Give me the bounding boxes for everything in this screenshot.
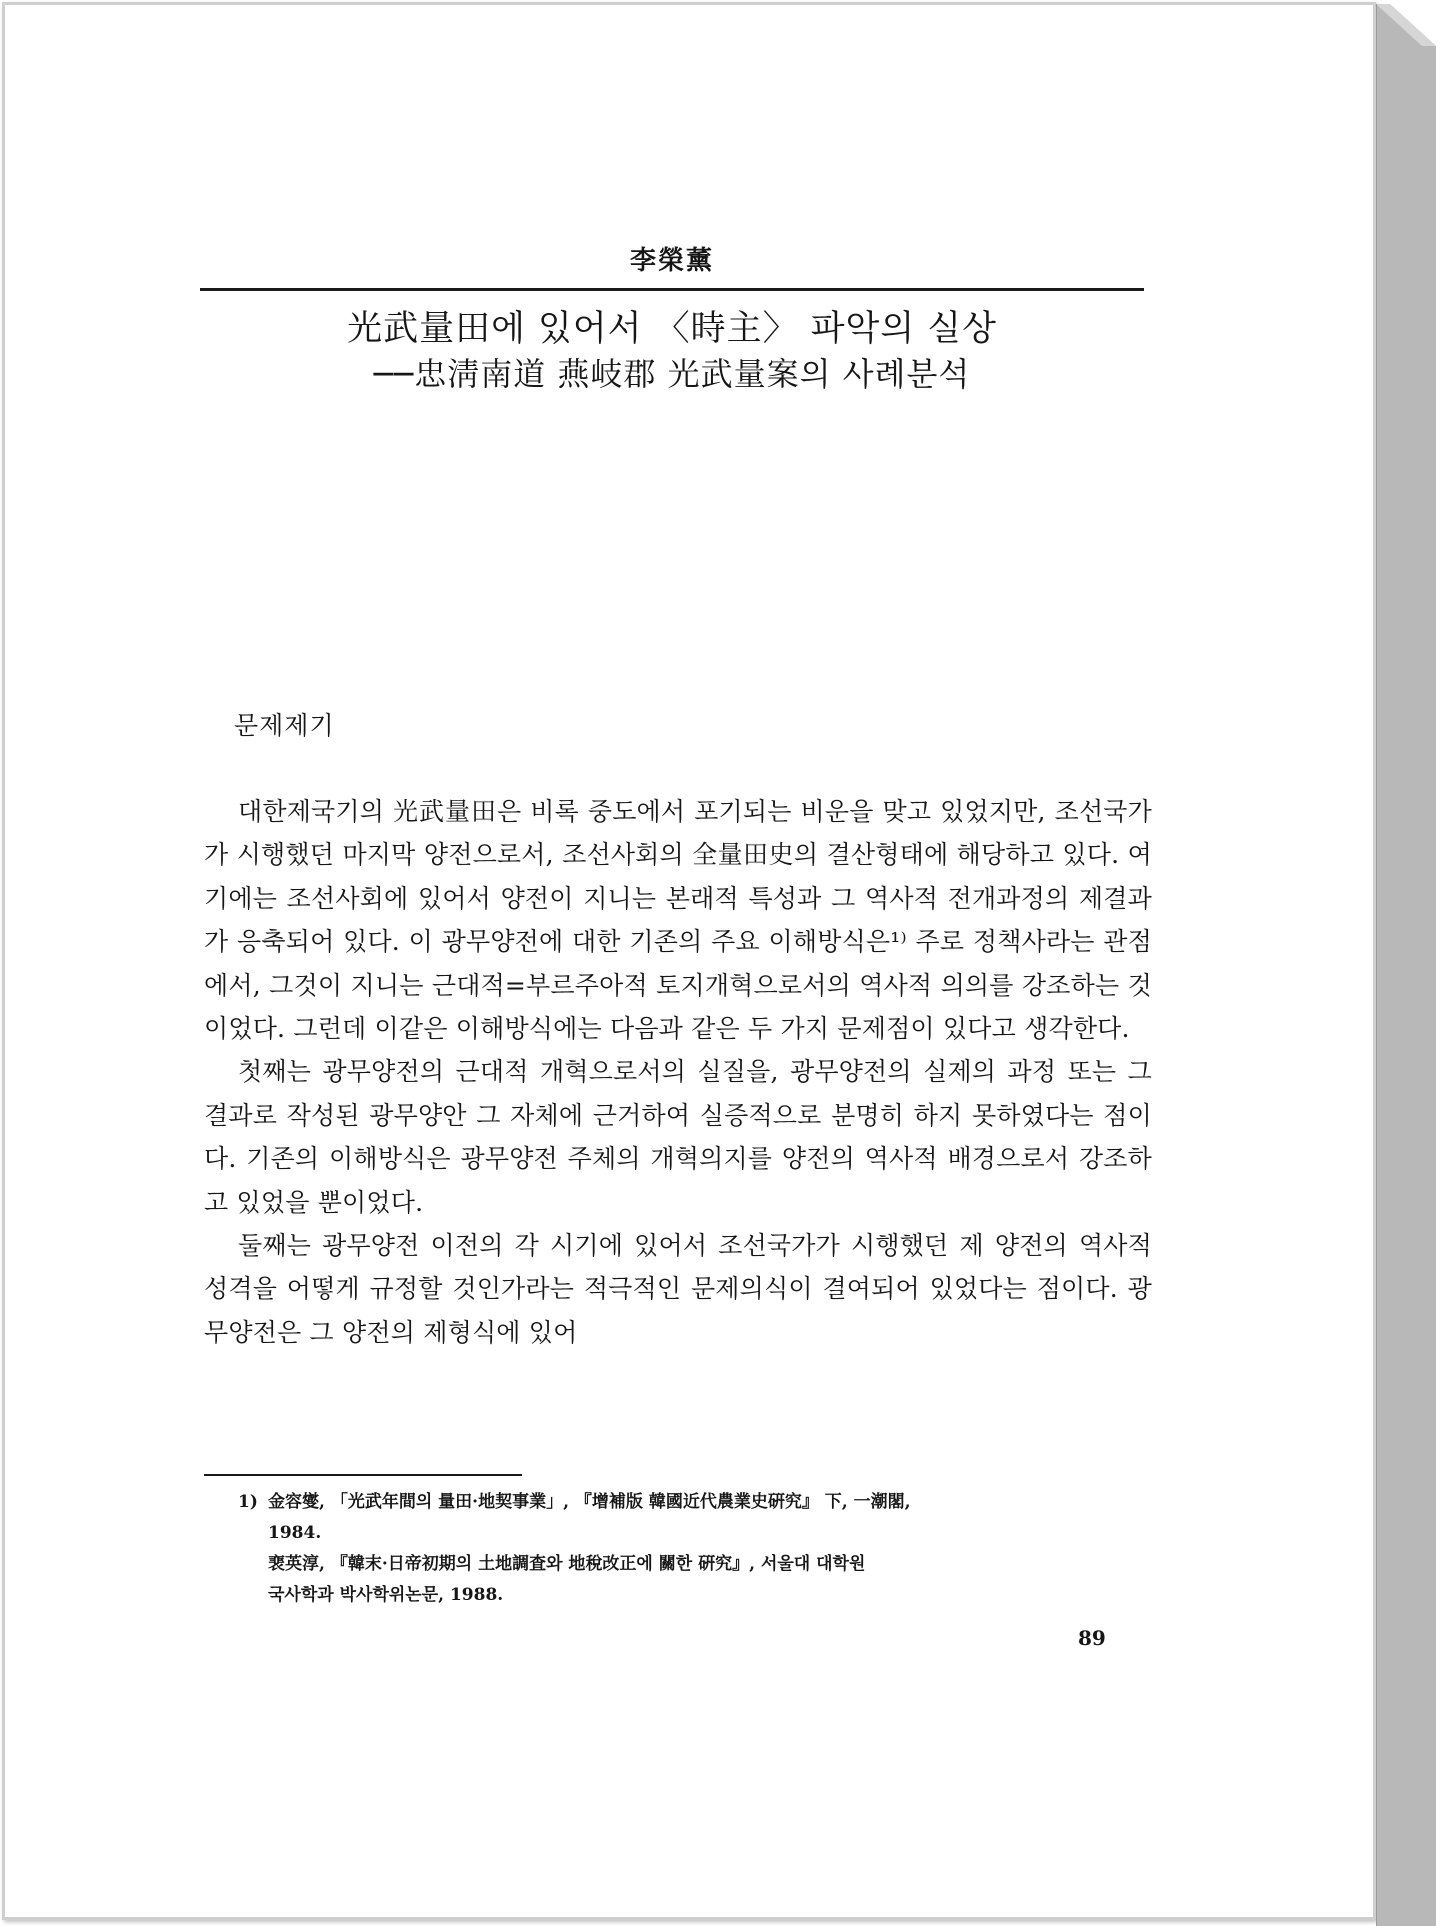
article-subtitle: ──忠淸南道 燕岐郡 光武量案의 사례분석 xyxy=(373,355,971,393)
page-edge-face xyxy=(1376,4,1436,1926)
paragraph-2: 첫째는 광무양전의 근대적 개혁으로서의 실질을, 광무양전의 실제의 과정 또는 그 결과로 작성된 광무양안 그 자체에 근거하여 실증적으로 분명히 하지 못하였다는 점이다. 기존의 이해방식은 광무양전 주체의 개혁의지를 양전의 역사적 배경으로서 강조하고 있었을 뿐이었다. xyxy=(204,1057,1152,1217)
footnotes xyxy=(238,1488,1158,1612)
footnote-line-1: 金容燮, 「光武年間의 量田·地契事業」, 『增補版 韓國近代農業史硏究』 下, 一潮閣, xyxy=(268,1492,911,1512)
footnote-line-3: 裵英淳, 『韓末·日帝初期의 土地調査와 地稅改正에 關한 硏究』, 서울대 대학원 xyxy=(268,1554,866,1574)
body-text xyxy=(204,790,1152,1354)
footnote-number: 1) xyxy=(238,1492,258,1512)
footnote-rule xyxy=(204,1474,522,1476)
footnote-line-4: 국사학과 박사학위논문, 1988. xyxy=(268,1585,504,1605)
article-title: 光武量田에 있어서 〈時主〉 파악의 실상 xyxy=(347,309,997,349)
page-number: 89 xyxy=(1078,1626,1106,1650)
footnote-1 xyxy=(238,1488,1158,1517)
page-edge-3d xyxy=(1376,0,1440,1926)
author-name: 李榮薰 xyxy=(629,246,714,276)
header-rule xyxy=(200,288,1144,291)
page-edge-top xyxy=(1376,4,1436,46)
section-heading: 문제제기 xyxy=(234,711,335,740)
page-edge-graphic xyxy=(1376,0,1440,1926)
paragraph-1: 대한제국기의 光武量田은 비록 중도에서 포기되는 비운을 맞고 있었지만, 조선국가가 시행했던 마지막 양전으로서, 조선사회의 全量田史의 결산형태에 해당하고 있다. 여기에는 조선사회에 있어서 양전이 지니는 본래적 특성과 그 역사적 전개과정의 제결과가 응축되어 있다. 이 광무양전에 대한 기존의 주요 이해방식은¹⁾ 주로 정책사라는 관점에서, 그것이 지니는 근대적=부르주아적 토지개혁으로서의 역사적 의의를 강조하는 것이었다. 그런데 이같은 이해방식에는 다음과 같은 두 가지 문제점이 있다고 생각한다. xyxy=(204,797,1152,1044)
paragraph-3: 둘째는 광무양전 이전의 각 시기에 있어서 조선국가가 시행했던 제 양전의 역사적 성격을 어떻게 규정할 것인가라는 적극적인 문제의식이 결여되어 있었다는 점이다. 광무양전은 그 양전의 제형식에 있어 xyxy=(204,1231,1152,1347)
footnote-line-2: 1984. xyxy=(268,1523,322,1543)
